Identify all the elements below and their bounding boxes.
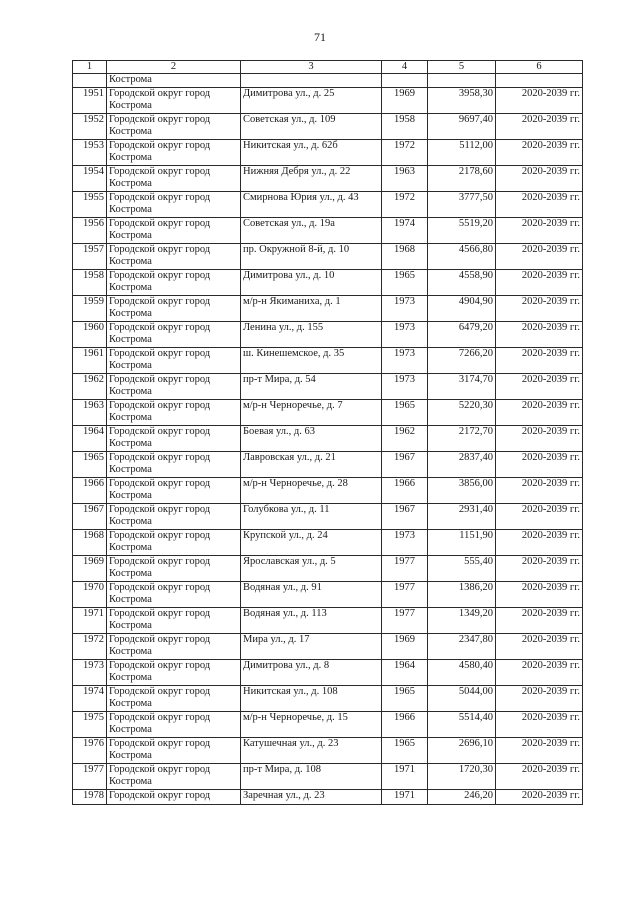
period-cell: 2020-2039 гг.: [496, 452, 583, 478]
district-line-1: Городской округ город: [109, 114, 211, 125]
row-number-cell: 1961: [73, 348, 107, 374]
area-cell: 5112,00: [428, 140, 496, 166]
row-number-cell: 1954: [73, 166, 107, 192]
table-row: [73, 530, 583, 556]
year-cell: 1964: [382, 660, 428, 686]
area-cell: 4580,40: [428, 660, 496, 686]
district-line-2: Кострома: [109, 308, 152, 319]
area-cell: 2172,70: [428, 426, 496, 452]
row-number-cell: 1972: [73, 634, 107, 660]
table-row: [73, 218, 583, 244]
district-line-2: Кострома: [109, 152, 152, 163]
continuation-row: [73, 74, 583, 88]
row-number-cell: 1964: [73, 426, 107, 452]
address-cell: Никитская ул., д. 62б: [241, 140, 382, 166]
area-cell: 4904,90: [428, 296, 496, 322]
period-cell: 2020-2039 гг.: [496, 634, 583, 660]
period-cell: 2020-2039 гг.: [496, 192, 583, 218]
area-cell: 1151,90: [428, 530, 496, 556]
year-cell: 1972: [382, 192, 428, 218]
district-line-2: Кострома: [109, 126, 152, 137]
row-number-cell: 1953: [73, 140, 107, 166]
district-line-1: Городской округ город: [109, 608, 211, 619]
district-cell: [107, 244, 241, 270]
year-cell: 1969: [382, 88, 428, 114]
district-line-2: Кострома: [109, 490, 152, 501]
table-row: [73, 608, 583, 634]
area-cell: 4558,90: [428, 270, 496, 296]
district-line-1: Городской округ город: [109, 400, 211, 411]
district-line-1: Городской округ город: [109, 374, 211, 385]
district-line-2: Кострома: [109, 542, 152, 553]
period-cell: [496, 74, 583, 88]
district-line-2: Кострома: [109, 776, 152, 787]
district-line-2: Кострома: [109, 282, 152, 293]
district-line-1: Городской округ город: [109, 296, 211, 307]
column-header: 1: [73, 61, 107, 74]
period-cell: 2020-2039 гг.: [496, 322, 583, 348]
district-line-1: Городской округ город: [109, 764, 211, 775]
district-cell: [107, 764, 241, 790]
address-cell: Боевая ул., д. 63: [241, 426, 382, 452]
table-row: [73, 270, 583, 296]
area-cell: 5514,40: [428, 712, 496, 738]
area-cell: 2696,10: [428, 738, 496, 764]
period-cell: 2020-2039 гг.: [496, 426, 583, 452]
period-cell: 2020-2039 гг.: [496, 790, 583, 805]
district-cell: [107, 348, 241, 374]
table-row: [73, 790, 583, 805]
area-cell: 7266,20: [428, 348, 496, 374]
year-cell: 1977: [382, 556, 428, 582]
row-number-cell: 1958: [73, 270, 107, 296]
address-cell: Нижняя Дебря ул., д. 22: [241, 166, 382, 192]
year-cell: [382, 74, 428, 88]
district-cell: [107, 192, 241, 218]
address-cell: Катушечная ул., д. 23: [241, 738, 382, 764]
row-number-cell: 1977: [73, 764, 107, 790]
address-cell: м/р-н Черноречье, д. 15: [241, 712, 382, 738]
area-cell: 2837,40: [428, 452, 496, 478]
district-line-1: Городской округ город: [109, 582, 211, 593]
area-cell: 5220,30: [428, 400, 496, 426]
district-line-2: Кострома: [109, 464, 152, 475]
district-cell: [107, 738, 241, 764]
area-cell: 3958,30: [428, 88, 496, 114]
address-cell: Димитрова ул., д. 8: [241, 660, 382, 686]
district-line-1: Городской округ город: [109, 634, 211, 645]
year-cell: 1963: [382, 166, 428, 192]
row-number-cell: 1978: [73, 790, 107, 805]
district-cell: [107, 426, 241, 452]
table-row: [73, 478, 583, 504]
table-row: [73, 764, 583, 790]
period-cell: 2020-2039 гг.: [496, 582, 583, 608]
district-cell: [107, 296, 241, 322]
district-line-1: Городской округ город: [109, 452, 211, 463]
table-row: [73, 452, 583, 478]
year-cell: 1977: [382, 608, 428, 634]
year-cell: 1962: [382, 426, 428, 452]
table-row: [73, 114, 583, 140]
column-header: 3: [241, 61, 382, 74]
address-cell: Смирнова Юрия ул., д. 43: [241, 192, 382, 218]
address-cell: пр-т Мира, д. 108: [241, 764, 382, 790]
district-line-1: Городской округ город: [109, 686, 211, 697]
address-cell: Ленина ул., д. 155: [241, 322, 382, 348]
year-cell: 1971: [382, 764, 428, 790]
area-cell: 3174,70: [428, 374, 496, 400]
row-number-cell: 1965: [73, 452, 107, 478]
table-row: [73, 244, 583, 270]
address-cell: Димитрова ул., д. 25: [241, 88, 382, 114]
period-cell: 2020-2039 гг.: [496, 556, 583, 582]
district-line-1: Городской округ город: [109, 140, 211, 151]
district-cell: [107, 270, 241, 296]
period-cell: 2020-2039 гг.: [496, 764, 583, 790]
district-cell: [107, 686, 241, 712]
address-cell: м/р-н Черноречье, д. 28: [241, 478, 382, 504]
address-cell: Мира ул., д. 17: [241, 634, 382, 660]
district-line-1: Городской округ город: [109, 738, 211, 749]
district-line-1: Городской округ город: [109, 660, 211, 671]
address-cell: Советская ул., д. 109: [241, 114, 382, 140]
year-cell: 1965: [382, 738, 428, 764]
district-line-1: Городской округ город: [109, 530, 211, 541]
district-line-1: Городской округ город: [109, 556, 211, 567]
column-header: 6: [496, 61, 583, 74]
district-line-1: Городской округ город: [109, 790, 211, 801]
period-cell: 2020-2039 гг.: [496, 218, 583, 244]
year-cell: 1973: [382, 530, 428, 556]
district-line-2: Кострома: [109, 178, 152, 189]
district-cell: [107, 400, 241, 426]
period-cell: 2020-2039 гг.: [496, 504, 583, 530]
row-number-cell: 1962: [73, 374, 107, 400]
address-cell: Голубкова ул., д. 11: [241, 504, 382, 530]
year-cell: 1967: [382, 452, 428, 478]
table-row: [73, 166, 583, 192]
table-row: [73, 322, 583, 348]
year-cell: 1972: [382, 140, 428, 166]
table-row: [73, 686, 583, 712]
district-cell: [107, 478, 241, 504]
table-row: [73, 348, 583, 374]
table-row: [73, 296, 583, 322]
period-cell: 2020-2039 гг.: [496, 530, 583, 556]
area-cell: 6479,20: [428, 322, 496, 348]
area-cell: 3777,50: [428, 192, 496, 218]
row-number-cell: 1955: [73, 192, 107, 218]
row-number-cell: 1970: [73, 582, 107, 608]
table-row: [73, 634, 583, 660]
district-line-2: Кострома: [109, 568, 152, 579]
address-cell: ш. Кинешемское, д. 35: [241, 348, 382, 374]
address-cell: пр-т Мира, д. 54: [241, 374, 382, 400]
period-cell: 2020-2039 гг.: [496, 374, 583, 400]
address-cell: Крупской ул., д. 24: [241, 530, 382, 556]
year-cell: 1958: [382, 114, 428, 140]
area-cell: [428, 74, 496, 88]
district-line-2: Кострома: [109, 724, 152, 735]
year-cell: 1965: [382, 686, 428, 712]
period-cell: 2020-2039 гг.: [496, 140, 583, 166]
page-number: 71: [314, 30, 326, 44]
district-line-1: Городской округ город: [109, 192, 211, 203]
address-cell: м/р-н Черноречье, д. 7: [241, 400, 382, 426]
district-line-2: Кострома: [109, 438, 152, 449]
district-cell: [107, 140, 241, 166]
period-cell: 2020-2039 гг.: [496, 478, 583, 504]
area-cell: 5044,00: [428, 686, 496, 712]
row-number-cell: 1974: [73, 686, 107, 712]
row-number-cell: 1971: [73, 608, 107, 634]
year-cell: 1974: [382, 218, 428, 244]
period-cell: 2020-2039 гг.: [496, 712, 583, 738]
year-cell: 1965: [382, 400, 428, 426]
period-cell: 2020-2039 гг.: [496, 166, 583, 192]
area-cell: 5519,20: [428, 218, 496, 244]
period-cell: 2020-2039 гг.: [496, 296, 583, 322]
row-number-cell: 1959: [73, 296, 107, 322]
table-row: [73, 712, 583, 738]
row-number-cell: 1967: [73, 504, 107, 530]
address-cell: Ярославская ул., д. 5: [241, 556, 382, 582]
area-cell: 555,40: [428, 556, 496, 582]
area-cell: 9697,40: [428, 114, 496, 140]
district-cell: Кострома: [107, 74, 241, 88]
row-number-cell: 1968: [73, 530, 107, 556]
area-cell: 2178,60: [428, 166, 496, 192]
address-cell: Лавровская ул., д. 21: [241, 452, 382, 478]
period-cell: 2020-2039 гг.: [496, 244, 583, 270]
district-line-1: Городской округ город: [109, 270, 211, 281]
district-cell: [107, 322, 241, 348]
period-cell: 2020-2039 гг.: [496, 114, 583, 140]
period-cell: 2020-2039 гг.: [496, 400, 583, 426]
row-number-cell: 1951: [73, 88, 107, 114]
address-cell: Никитская ул., д. 108: [241, 686, 382, 712]
area-cell: 3856,00: [428, 478, 496, 504]
table-row: [73, 88, 583, 114]
district-line-1: Городской округ город: [109, 426, 211, 437]
district-cell: [107, 790, 241, 805]
district-cell: [107, 530, 241, 556]
period-cell: 2020-2039 гг.: [496, 686, 583, 712]
address-cell: Димитрова ул., д. 10: [241, 270, 382, 296]
district-line-1: Городской округ город: [109, 712, 211, 723]
district-line-2: Кострома: [109, 594, 152, 605]
housing-register-table: [72, 60, 583, 805]
area-cell: 2347,80: [428, 634, 496, 660]
year-cell: 1966: [382, 712, 428, 738]
column-header: 5: [428, 61, 496, 74]
district-line-2: Кострома: [109, 646, 152, 657]
district-cell: [107, 114, 241, 140]
row-number-cell: 1963: [73, 400, 107, 426]
district-cell: [107, 582, 241, 608]
period-cell: 2020-2039 гг.: [496, 270, 583, 296]
district-cell: [107, 634, 241, 660]
table-row: [73, 738, 583, 764]
table-row: [73, 582, 583, 608]
year-cell: 1965: [382, 270, 428, 296]
district-line-1: Городской округ город: [109, 322, 211, 333]
period-cell: 2020-2039 гг.: [496, 660, 583, 686]
district-line-2: Кострома: [109, 750, 152, 761]
district-line-2: Кострома: [109, 620, 152, 631]
row-number-cell: 1956: [73, 218, 107, 244]
area-cell: 1349,20: [428, 608, 496, 634]
year-cell: 1969: [382, 634, 428, 660]
year-cell: 1973: [382, 296, 428, 322]
table-row: [73, 556, 583, 582]
address-cell: пр. Окружной 8-й, д. 10: [241, 244, 382, 270]
district-line-2: Кострома: [109, 256, 152, 267]
row-number-cell: [73, 74, 107, 88]
address-cell: м/р-н Якиманиха, д. 1: [241, 296, 382, 322]
address-cell: Советская ул., д. 19а: [241, 218, 382, 244]
district-line-2: Кострома: [109, 204, 152, 215]
district-line-1: Городской округ город: [109, 218, 211, 229]
district-line-2: Кострома: [109, 412, 152, 423]
period-cell: 2020-2039 гг.: [496, 608, 583, 634]
district-line-2: Кострома: [109, 672, 152, 683]
district-cell: [107, 452, 241, 478]
row-number-cell: 1957: [73, 244, 107, 270]
table-row: [73, 504, 583, 530]
address-cell: Заречная ул., д. 23: [241, 790, 382, 805]
table-row: [73, 426, 583, 452]
district-cell: [107, 504, 241, 530]
row-number-cell: 1976: [73, 738, 107, 764]
row-number-cell: 1952: [73, 114, 107, 140]
district-cell: [107, 712, 241, 738]
table-row: [73, 660, 583, 686]
district-line-1: Городской округ город: [109, 244, 211, 255]
table-row: [73, 140, 583, 166]
district-cell: [107, 166, 241, 192]
district-line-2: Кострома: [109, 230, 152, 241]
row-number-cell: 1969: [73, 556, 107, 582]
district-line-2: Кострома: [109, 334, 152, 345]
year-cell: 1966: [382, 478, 428, 504]
column-header: 4: [382, 61, 428, 74]
district-line-1: Городской округ город: [109, 88, 211, 99]
district-cell: [107, 374, 241, 400]
row-number-cell: 1975: [73, 712, 107, 738]
area-cell: 4566,80: [428, 244, 496, 270]
table-row: [73, 192, 583, 218]
year-cell: 1973: [382, 348, 428, 374]
district-cell: [107, 218, 241, 244]
row-number-cell: 1960: [73, 322, 107, 348]
district-cell: [107, 608, 241, 634]
area-cell: 246,20: [428, 790, 496, 805]
year-cell: 1973: [382, 374, 428, 400]
area-cell: 2931,40: [428, 504, 496, 530]
area-cell: 1720,30: [428, 764, 496, 790]
row-number-cell: 1973: [73, 660, 107, 686]
address-cell: Водяная ул., д. 91: [241, 582, 382, 608]
district-line-2: Кострома: [109, 100, 152, 111]
district-line-1: Городской округ город: [109, 504, 211, 515]
year-cell: 1968: [382, 244, 428, 270]
row-number-cell: 1966: [73, 478, 107, 504]
district-line-2: Кострома: [109, 386, 152, 397]
period-cell: 2020-2039 гг.: [496, 348, 583, 374]
year-cell: 1973: [382, 322, 428, 348]
table-row: [73, 374, 583, 400]
period-cell: 2020-2039 гг.: [496, 88, 583, 114]
year-cell: 1971: [382, 790, 428, 805]
district-line-2: Кострома: [109, 360, 152, 371]
table-row: [73, 400, 583, 426]
district-cell: [107, 88, 241, 114]
area-cell: 1386,20: [428, 582, 496, 608]
address-cell: Водяная ул., д. 113: [241, 608, 382, 634]
period-cell: 2020-2039 гг.: [496, 738, 583, 764]
district-line-1: Городской округ город: [109, 478, 211, 489]
column-number-header-row: [73, 61, 583, 74]
district-line-1: Городской округ город: [109, 166, 211, 177]
year-cell: 1977: [382, 582, 428, 608]
district-line-1: Городской округ город: [109, 348, 211, 359]
district-cell: [107, 556, 241, 582]
year-cell: 1967: [382, 504, 428, 530]
district-line-2: Кострома: [109, 698, 152, 709]
address-cell: [241, 74, 382, 88]
district-cell: [107, 660, 241, 686]
district-line-2: Кострома: [109, 516, 152, 527]
column-header: 2: [107, 61, 241, 74]
